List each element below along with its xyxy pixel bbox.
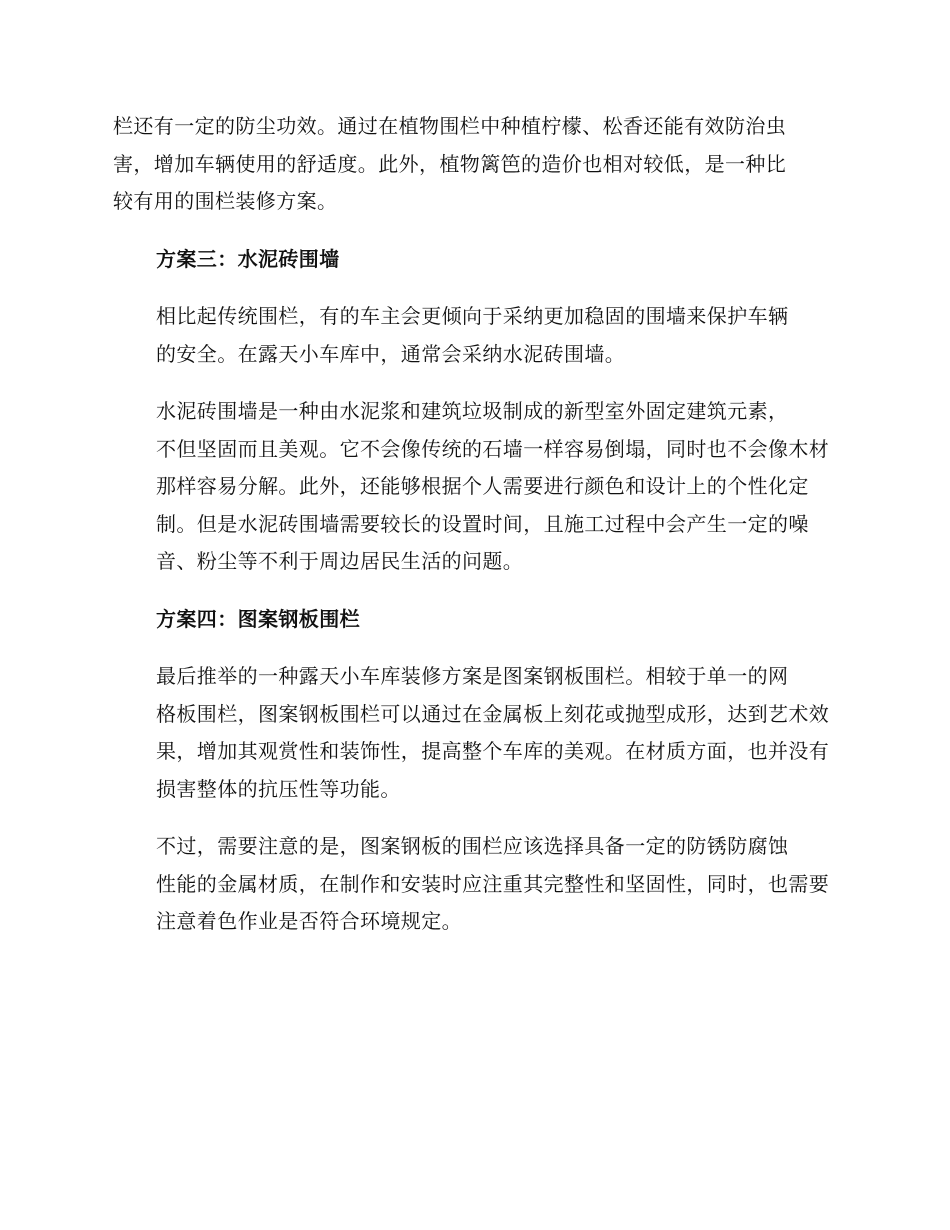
text-line: 不过，需要注意的是，图案钢板的围栏应该选择具备一定的防锈防腐蚀 [156,834,789,858]
paragraph-spacing [113,373,833,393]
paragraph-steel-fence-intro [113,658,833,808]
paragraph-plant-fence-continued [113,108,833,221]
text-line: 水泥砖围墙是一种由水泥浆和建筑垃圾制成的新型室外固定建筑元素， [156,399,789,423]
section-heading-option-three: 方案三：水泥砖围墙 [156,246,340,271]
paragraph-spacing [113,638,833,658]
text-line: 栏还有一定的防尘功效。通过在植物围栏中种植柠檬、松香还能有效防治虫 [113,114,787,138]
text-line: 那样容易分解。此外，还能够根据个人需要进行颜色和设计上的个性化定 [156,474,809,498]
text-line: 害，增加车辆使用的舒适度。此外，植物篱笆的造价也相对较低，是一种比 [113,151,787,176]
paragraph-cement-wall-details [113,393,833,581]
text-line: 较有用的围栏装修方案。 [113,189,338,213]
text-line: 损害整体的抗压性等功能。 [156,776,401,801]
paragraph-cement-wall-intro [113,298,833,373]
text-line: 相比起传统围栏，有的车主会更倾向于采纳更加稳固的围墙来保护车辆 [156,304,789,328]
section-heading-option-four: 方案四：图案钢板围栏 [156,606,360,631]
text-line: 最后推举的一种露天小车库装修方案是图案钢板围栏。相较于单一的网 [156,664,789,688]
paragraph-spacing [113,278,833,298]
paragraph-steel-fence-notes [113,828,833,941]
paragraph-spacing [113,221,833,241]
paragraph-spacing [113,581,833,601]
text-line: 格板围栏，图案钢板围栏可以通过在金属板上刻花或抛型成形，达到艺术效 [156,701,830,726]
text-line: 性能的金属材质，在制作和安装时应注重其完整性和坚固性，同时，也需要 [156,871,830,896]
document-body [113,108,833,941]
text-line: 不但坚固而且美观。它不会像传统的石墙一样容易倒塌，同时也不会像木材 [156,436,830,461]
text-line: 音、粉尘等不利于周边居民生活的问题。 [156,549,524,573]
paragraph-spacing [113,808,833,828]
text-line: 果，增加其观赏性和装饰性，提高整个车库的美观。在材质方面，也并没有 [156,739,830,763]
text-line: 制。但是水泥砖围墙需要较长的设置时间，且施工过程中会产生一定的噪 [156,511,809,536]
text-line: 注意着色作业是否符合环境规定。 [156,909,462,933]
text-line: 的安全。在露天小车库中，通常会采纳水泥砖围墙。 [156,341,626,366]
